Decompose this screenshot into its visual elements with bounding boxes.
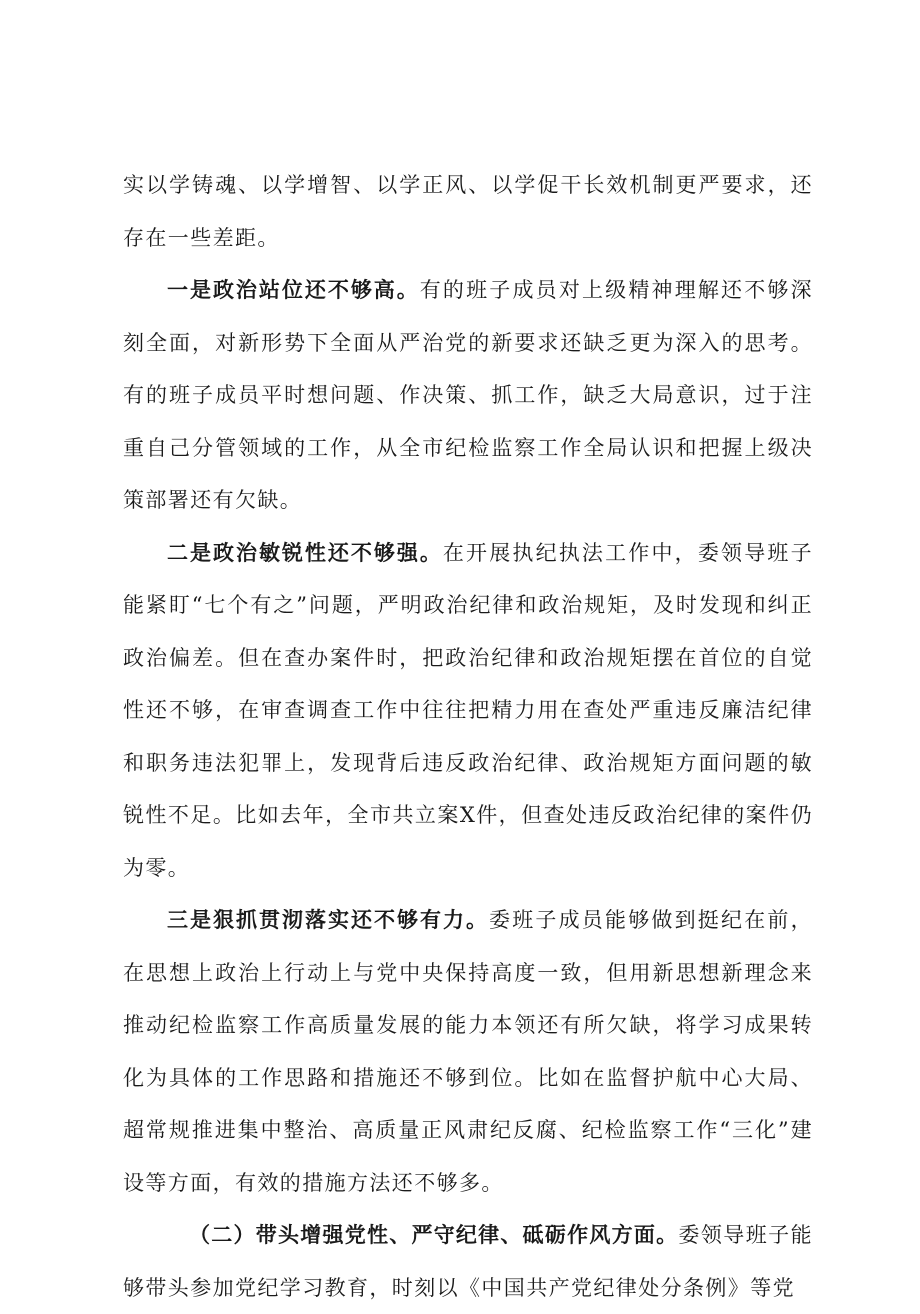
paragraph-text: 在开展执纪执法工作中，委领导班子能紧盯“七个有之”问题，严明政治纪律和政治规矩，及时发现和纠正政治偏差。但在查办案件时，把政治纪律和政治规矩摆在首位的自觉性还不够，在审查调查工作中往往把精力用在查处严重违反廉洁纪律和职务违法犯罪上，发现背后违反政治纪律、政治规矩方面问题的敏锐性不足。比如去年，全市共立案X件，但查处违反政治纪律的案件仍为零。: [123, 540, 813, 880]
paragraph-political-sensitivity: [123, 527, 813, 895]
paragraph-text: 委班子成员能够做到挺纪在前，在思想上政治上行动上与党中央保持高度一致，但用新思想新理念来推动纪检监察工作高质量发展的能力本领还有所欠缺，将学习成果转化为具体的工作思路和措施还不够到位。比如在监督护航中心大局、超常规推进集中整治、高质量正风肃纪反腐、纪检监察工作“三化”建设等方面，有效的措施方法还不够多。: [123, 908, 813, 1195]
section-heading: （二）带头增强党性、严守纪律、砥砺作风方面。: [189, 1223, 679, 1247]
paragraph-text: 实以学铸魂、以学增智、以学正风、以学促干长效机制更严要求，还存在一些差距。: [123, 173, 813, 250]
paragraph-text: 委领导班子能够带头参加党纪学习教育，时刻以《中国共产党纪律处分条例》等党: [123, 1223, 813, 1300]
paragraph-heading: 一是政治站位还不够高。: [167, 278, 420, 302]
document-body: [123, 159, 813, 1314]
paragraph-section-two: [123, 1209, 813, 1314]
paragraph-text: 有的班子成员对上级精神理解还不够深刻全面，对新形势下全面从严治党的新要求还缺乏更为深入的思考。有的班子成员平时想问题、作决策、抓工作，缺乏大局意识，过于注重自己分管领域的工作，从全市纪检监察工作全局认识和把握上级决策部署还有欠缺。: [123, 278, 813, 512]
paragraph-political-stance: [123, 264, 813, 527]
paragraph-heading: 二是政治敏锐性还不够强。: [167, 540, 443, 565]
paragraph-heading: 三是狠抓贯沏落实还不够有力。: [167, 908, 489, 932]
paragraph-implementation: [123, 894, 813, 1209]
paragraph-continuation: [123, 159, 813, 264]
